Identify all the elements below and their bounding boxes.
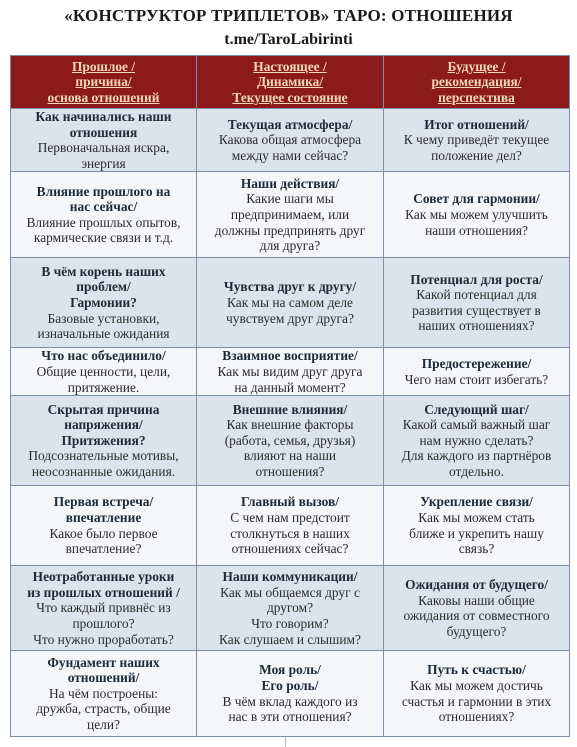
- table-cell: [197, 651, 384, 737]
- cell-question: Как мы на самом деле: [227, 295, 353, 311]
- cell-heading: Главный вызов/: [241, 494, 339, 510]
- table-cell: [384, 396, 570, 486]
- cell-question: Какой потенциал для: [416, 287, 537, 303]
- cell-heading: Гармонии?: [70, 295, 137, 311]
- cell-heading: Текущая атмосфера/: [227, 116, 353, 132]
- cell-heading: Взаимное восприятие/: [222, 348, 358, 364]
- cell-question: отношения?: [255, 464, 325, 480]
- cell-question: прошлого?: [72, 615, 135, 631]
- cell-question: отношениях сейчас?: [231, 541, 349, 557]
- cell-heading: нас сейчас/: [69, 199, 138, 215]
- cell-question: наших отношениях?: [418, 318, 535, 334]
- cell-question: связь?: [458, 541, 495, 557]
- table-cell: [197, 566, 384, 651]
- cell-heading: Чувства друг к другу/: [223, 279, 357, 295]
- cell-heading: Влияние прошлого на: [36, 183, 171, 199]
- cell-question: На чём построены:: [49, 685, 158, 701]
- table-row: [11, 258, 570, 348]
- header-line: Будущее /: [447, 58, 506, 74]
- cell-heading: Итог отношений/: [424, 116, 529, 132]
- header-line: причина/: [75, 74, 132, 90]
- table-cell: [11, 486, 197, 566]
- cell-question: Влияние прошлых опытов,: [26, 214, 181, 230]
- table-row: [11, 348, 570, 396]
- cell-question: Какова общая атмосфера: [218, 132, 362, 148]
- cell-question: впечатление?: [65, 541, 142, 557]
- cell-question: Базовые установки,: [47, 310, 160, 326]
- cell-heading: отношения: [69, 124, 138, 140]
- cell-heading: Наши действия/: [240, 175, 340, 191]
- cell-question: ближе и укрепить нашу: [409, 525, 544, 541]
- table-cell: [11, 396, 197, 486]
- header-line: основа отношений: [47, 89, 160, 105]
- header-line: Текущее состояние: [232, 89, 348, 105]
- cell-question: Что нужно проработать?: [33, 631, 174, 647]
- cell-question: Как мы видим друг друга: [217, 363, 363, 379]
- header-line: рекомендация/: [431, 74, 522, 90]
- cell-heading: Следующий шаг/: [424, 401, 529, 417]
- divider: [285, 737, 296, 747]
- cell-heading: Предостережение/: [421, 356, 532, 372]
- table-row: [11, 109, 570, 172]
- cell-heading: В чём корень наших: [41, 263, 166, 279]
- cell-question: неосознанные ожидания.: [31, 464, 176, 480]
- cell-question: предпринимаем, или: [230, 207, 350, 223]
- cell-heading: Потенциал для роста/: [410, 271, 543, 287]
- cell-question: Какой самый важный шаг: [402, 417, 551, 433]
- table-cell: [384, 651, 570, 737]
- table-cell: [197, 396, 384, 486]
- table-cell: [384, 172, 570, 258]
- cell-question: Общие ценности, цели,: [36, 363, 171, 379]
- table-cell: [384, 486, 570, 566]
- table-cell: [384, 348, 570, 396]
- cell-question: цели?: [87, 717, 120, 733]
- cell-question: развития существует в: [412, 302, 541, 318]
- cell-question: влияют на наши: [243, 448, 337, 464]
- cell-question: Как мы можем стать: [418, 510, 535, 526]
- cell-question: Первоначальная искра,: [37, 140, 170, 156]
- header-past: [11, 56, 197, 109]
- header-line: Настоящее /: [253, 58, 327, 74]
- cell-heading: отношений/: [67, 670, 140, 686]
- cell-question: (работа, семья, друзья): [224, 432, 356, 448]
- cell-question: нам нужно сделать?: [419, 432, 534, 448]
- cell-question: нас в эти отношения?: [228, 709, 352, 725]
- cell-question: Для каждого из партнёров: [401, 448, 552, 464]
- cell-question: Какие шаги мы: [246, 191, 334, 207]
- table-body: [11, 109, 570, 737]
- cell-heading: напряжения/: [64, 417, 143, 433]
- cell-heading: Скрытая причина: [47, 401, 160, 417]
- cell-heading: Укрепление связи/: [420, 494, 533, 510]
- cell-heading: Притяжения?: [61, 432, 146, 448]
- table-cell: [11, 172, 197, 258]
- cell-heading: впечатление: [65, 510, 142, 526]
- cell-question: Как внешние факторы: [226, 417, 354, 433]
- header-row: [11, 56, 570, 109]
- cell-question: будущего?: [446, 623, 507, 639]
- table-row: [11, 396, 570, 486]
- table-row: [11, 566, 570, 651]
- cell-question: другом?: [266, 600, 314, 616]
- cell-question: Чего нам стоит избегать?: [404, 371, 549, 387]
- cell-heading: Что нас объединило/: [41, 348, 166, 364]
- cell-question: Как мы можем улучшить: [405, 207, 548, 223]
- cell-question: должны предпринять друг: [214, 222, 366, 238]
- cell-heading: Фундамент наших: [47, 654, 160, 670]
- table-cell: [384, 258, 570, 348]
- cell-question: столкнуться в наших: [230, 525, 350, 541]
- cell-heading: Моя роль/: [259, 662, 321, 678]
- cell-heading: из прошлых отношений /: [27, 584, 180, 600]
- telegram-link[interactable]: t.me/TaroLabirinti: [224, 31, 353, 48]
- cell-question: положение дел?: [431, 147, 522, 163]
- cell-question: К чему приведёт текущее: [403, 132, 550, 148]
- cell-question: В чём вклад каждого из: [222, 693, 358, 709]
- cell-heading: Его роль/: [261, 678, 319, 694]
- table-cell: [197, 109, 384, 172]
- header-line: перспектива: [438, 89, 515, 105]
- cell-question: Каковы наши общие: [418, 592, 535, 608]
- table-cell: [11, 109, 197, 172]
- table-cell: [11, 566, 197, 651]
- table-cell: [384, 109, 570, 172]
- cell-heading: проблем/: [76, 279, 131, 295]
- table-cell: [11, 348, 197, 396]
- table-row: [11, 486, 570, 566]
- cell-heading: Наши коммуникации/: [222, 569, 358, 585]
- cell-question: Что говорим?: [251, 615, 329, 631]
- header-future: [384, 56, 570, 109]
- header-line: Динамика/: [256, 74, 324, 90]
- cell-question: Что каждый привнёс из: [36, 600, 171, 616]
- cell-question: Подсознательные мотивы,: [28, 448, 179, 464]
- cell-question: изначальные ожидания: [37, 326, 170, 342]
- cell-question: для друга?: [259, 238, 321, 254]
- cell-heading: Неотработанные уроки: [32, 569, 175, 585]
- cell-question: чувствуем друг друга?: [226, 310, 354, 326]
- table-cell: [197, 172, 384, 258]
- cell-question: Как мы можем достичь: [410, 678, 543, 694]
- cell-heading: Первая встреча/: [53, 494, 154, 510]
- table-row: [11, 651, 570, 737]
- cell-question: отношениях?: [438, 709, 515, 725]
- cell-question: отдельно.: [449, 464, 504, 480]
- cell-question: счастья и гармонии в этих: [401, 693, 552, 709]
- page-title: «КОНСТРУКТОР ТРИПЛЕТОВ» ТАРО: ОТНОШЕНИЯ: [64, 6, 513, 25]
- table-cell: [197, 258, 384, 348]
- triplet-table: [10, 55, 570, 737]
- header-line: Прошлое /: [71, 58, 136, 74]
- cell-question: Какое было первое: [49, 525, 158, 541]
- header-present: [197, 56, 384, 109]
- cell-question: ожидания от совместного: [403, 608, 550, 624]
- table-cell: [197, 348, 384, 396]
- cell-question: Как слушаем и слышим?: [219, 631, 361, 647]
- table-cell: [384, 566, 570, 651]
- cell-heading: Как начинались наши: [35, 109, 172, 124]
- table-cell: [11, 258, 197, 348]
- cell-question: наши отношения?: [425, 222, 528, 238]
- cell-question: притяжение.: [67, 379, 140, 395]
- cell-question: кармические связи и т.д.: [33, 230, 174, 246]
- cell-question: С чем нам предстоит: [230, 510, 350, 526]
- cell-heading: Совет для гармонии/: [413, 191, 540, 207]
- cell-question: дружба, страсть, общие: [36, 701, 171, 717]
- cell-question: между нами сейчас?: [231, 147, 349, 163]
- cell-question: энергия: [81, 155, 126, 171]
- cell-heading: Ожидания от будущего/: [405, 576, 548, 592]
- cell-heading: Путь к счастью/: [427, 662, 526, 678]
- cell-question: на данный момент?: [234, 379, 346, 395]
- cell-question: Как мы общаемся друг с: [220, 584, 360, 600]
- cell-heading: Внешние влияния/: [232, 401, 348, 417]
- table-cell: [11, 651, 197, 737]
- table-row: [11, 172, 570, 258]
- table-cell: [197, 486, 384, 566]
